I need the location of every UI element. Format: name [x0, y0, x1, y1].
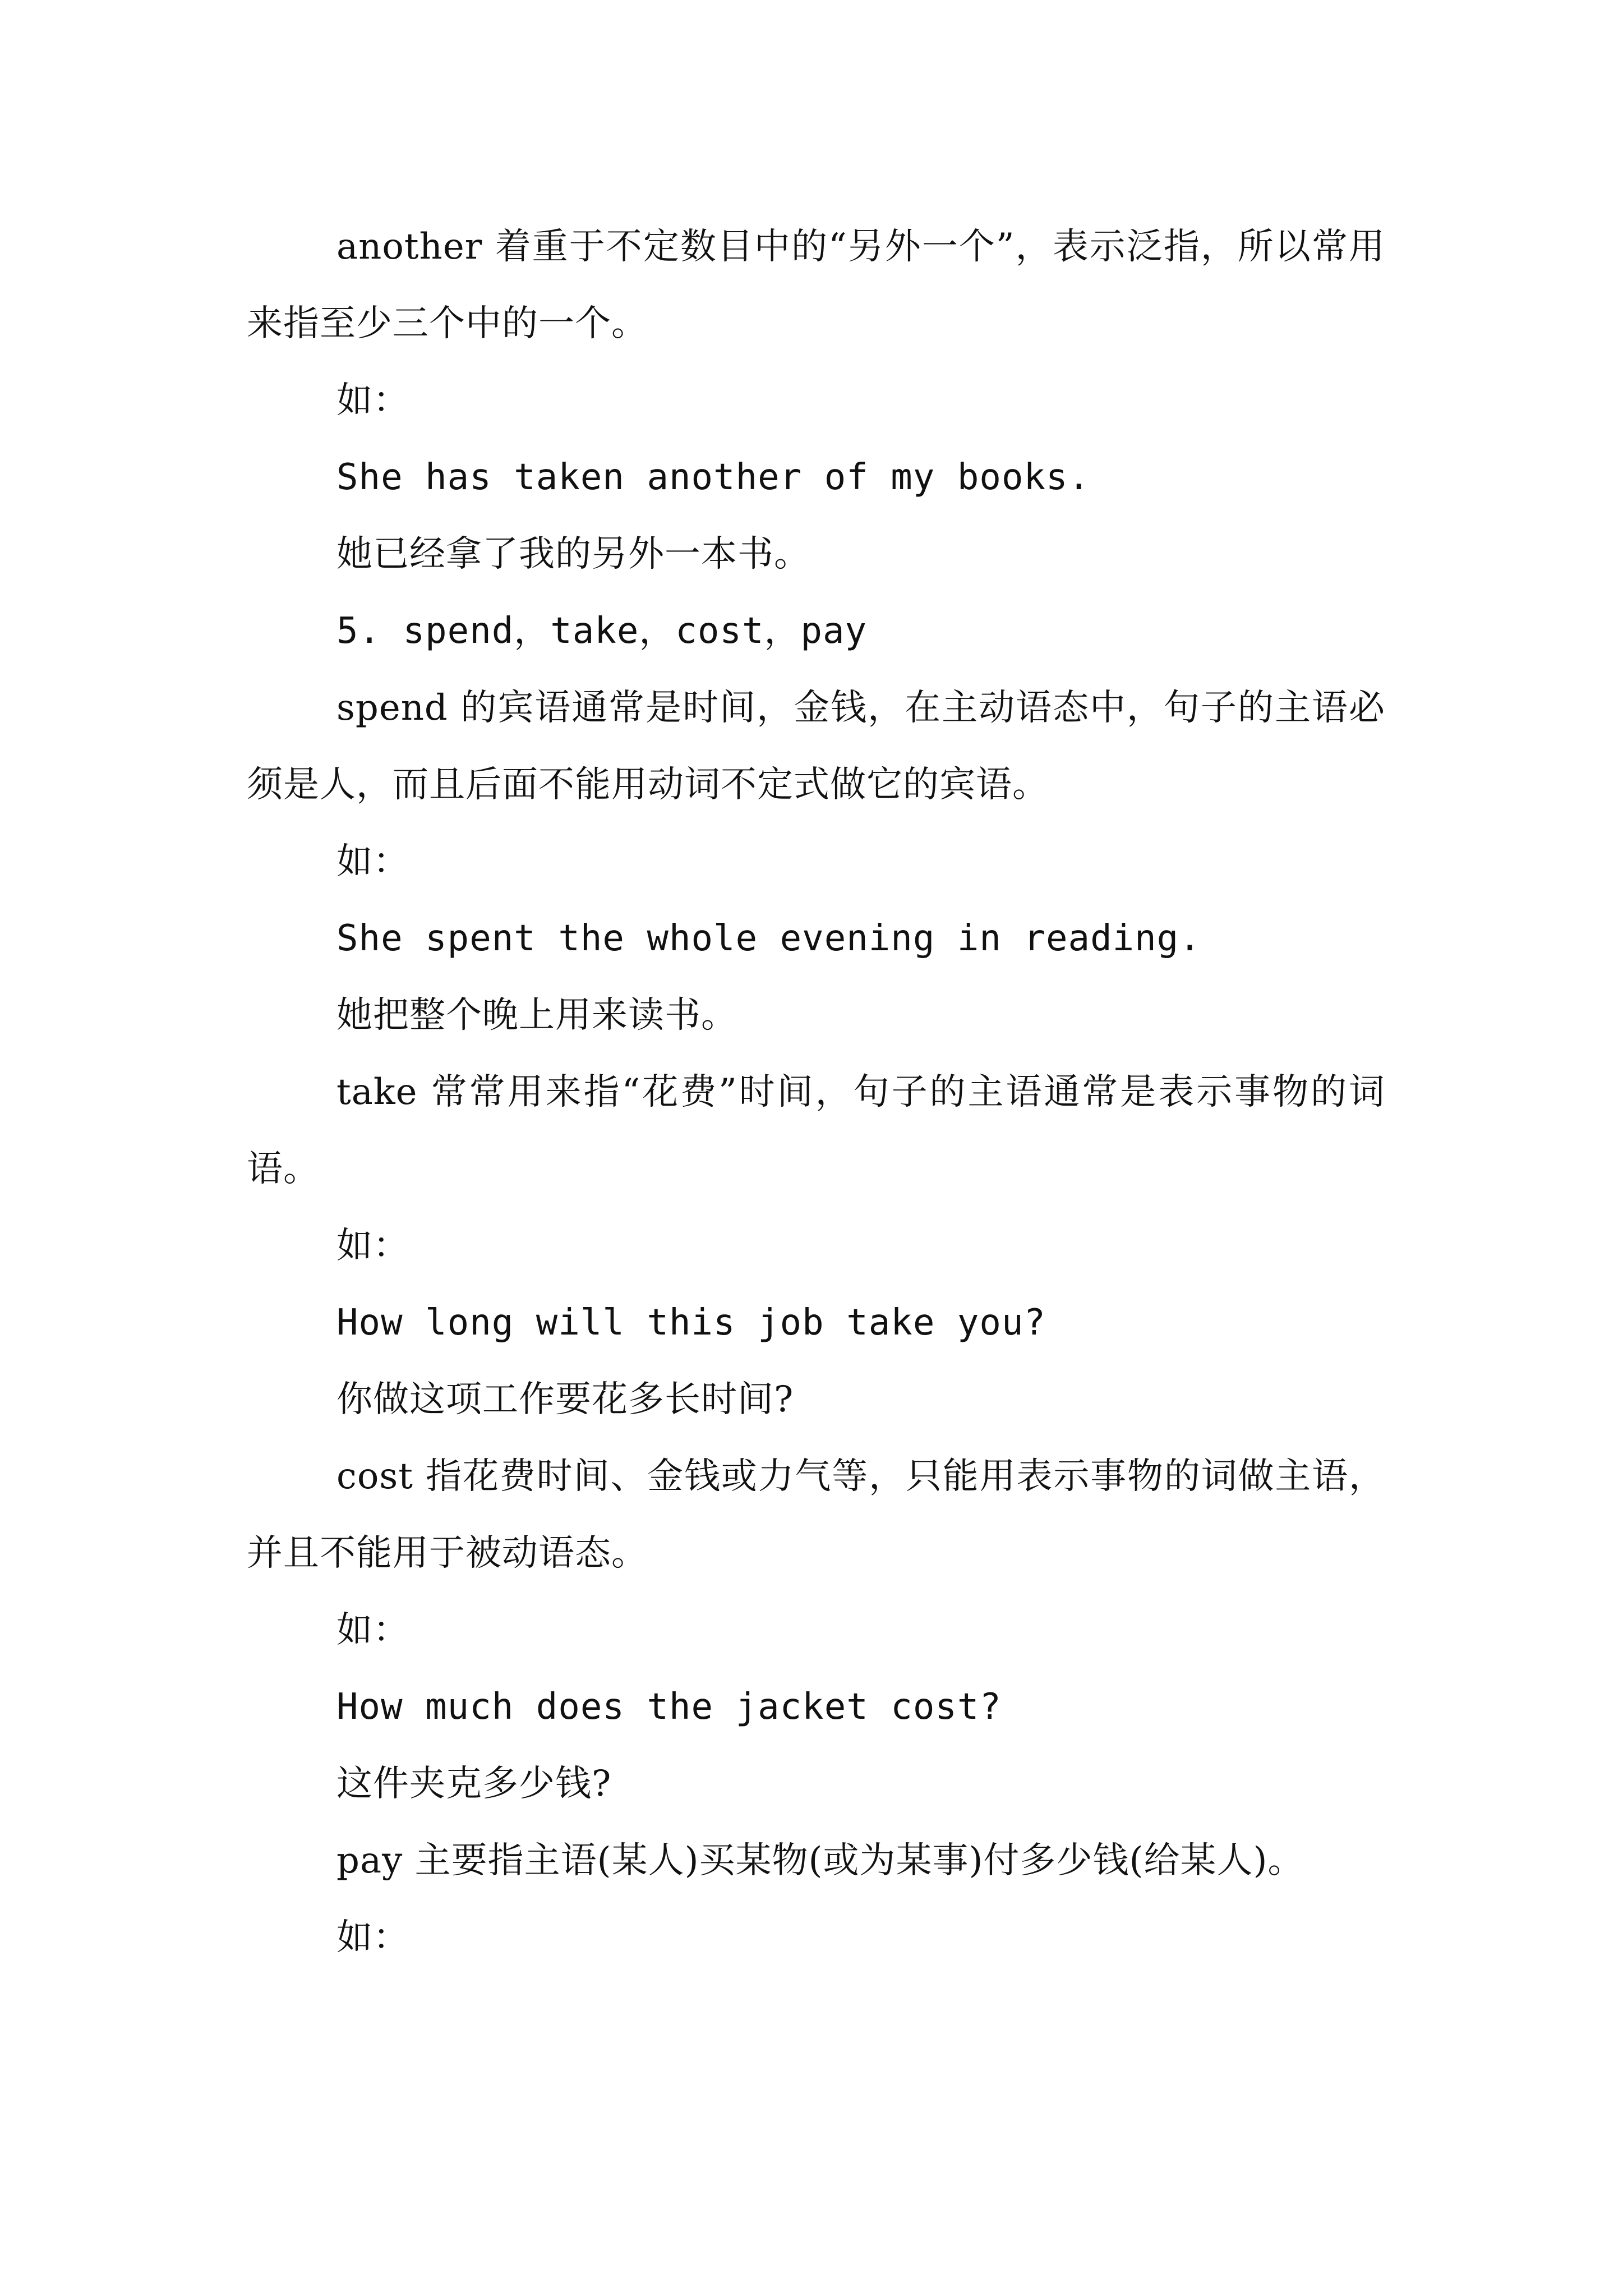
paragraph-example-english: How much does the jacket cost? [336, 1686, 1002, 1728]
paragraph-cost-definition: cost 指花费时间、金钱或力气等，只能用表示事物的词做主语，并且不能用于被动语态。 [247, 1456, 1385, 1574]
paragraph-pay-definition: pay 主要指主语(某人)买某物(或为某事)付多少钱(给某人)。 [336, 1840, 1304, 1881]
paragraph-example-english: She has taken another of my books. [336, 457, 1091, 498]
section-heading-spend-take-cost-pay: 5. spend，take，cost，pay [336, 610, 868, 652]
paragraph-example-english: She spent the whole evening in reading. [336, 918, 1201, 959]
paragraph-example-translation: 这件夹克多少钱? [336, 1763, 612, 1805]
paragraph-another-definition: another 着重于不定数目中的“另外一个”，表示泛指，所以常用来指至少三个中的一个。 [247, 226, 1385, 344]
paragraph-example-translation: 她已经拿了我的另外一本书。 [336, 533, 810, 575]
paragraph-take-definition: take 常常用来指“花费”时间，句子的主语通常是表示事物的词语。 [247, 1071, 1385, 1190]
paragraph-example-label: 如： [336, 1917, 409, 1958]
paragraph-example-english: How long will this job take you? [336, 1302, 1046, 1343]
paragraph-example-label: 如： [336, 841, 409, 882]
paragraph-example-label: 如： [336, 1225, 409, 1267]
paragraph-example-translation: 她把整个晚上用来读书。 [336, 995, 737, 1036]
document-body [247, 209, 1385, 1976]
paragraph-example-translation: 你做这项工作要花多长时间? [336, 1379, 794, 1420]
paragraph-example-label: 如： [336, 1609, 409, 1651]
paragraph-example-label: 如： [336, 380, 409, 421]
paragraph-spend-definition: spend 的宾语通常是时间，金钱，在主动语态中，句子的主语必须是人，而且后面不能用动词不定式做它的宾语。 [247, 687, 1385, 806]
